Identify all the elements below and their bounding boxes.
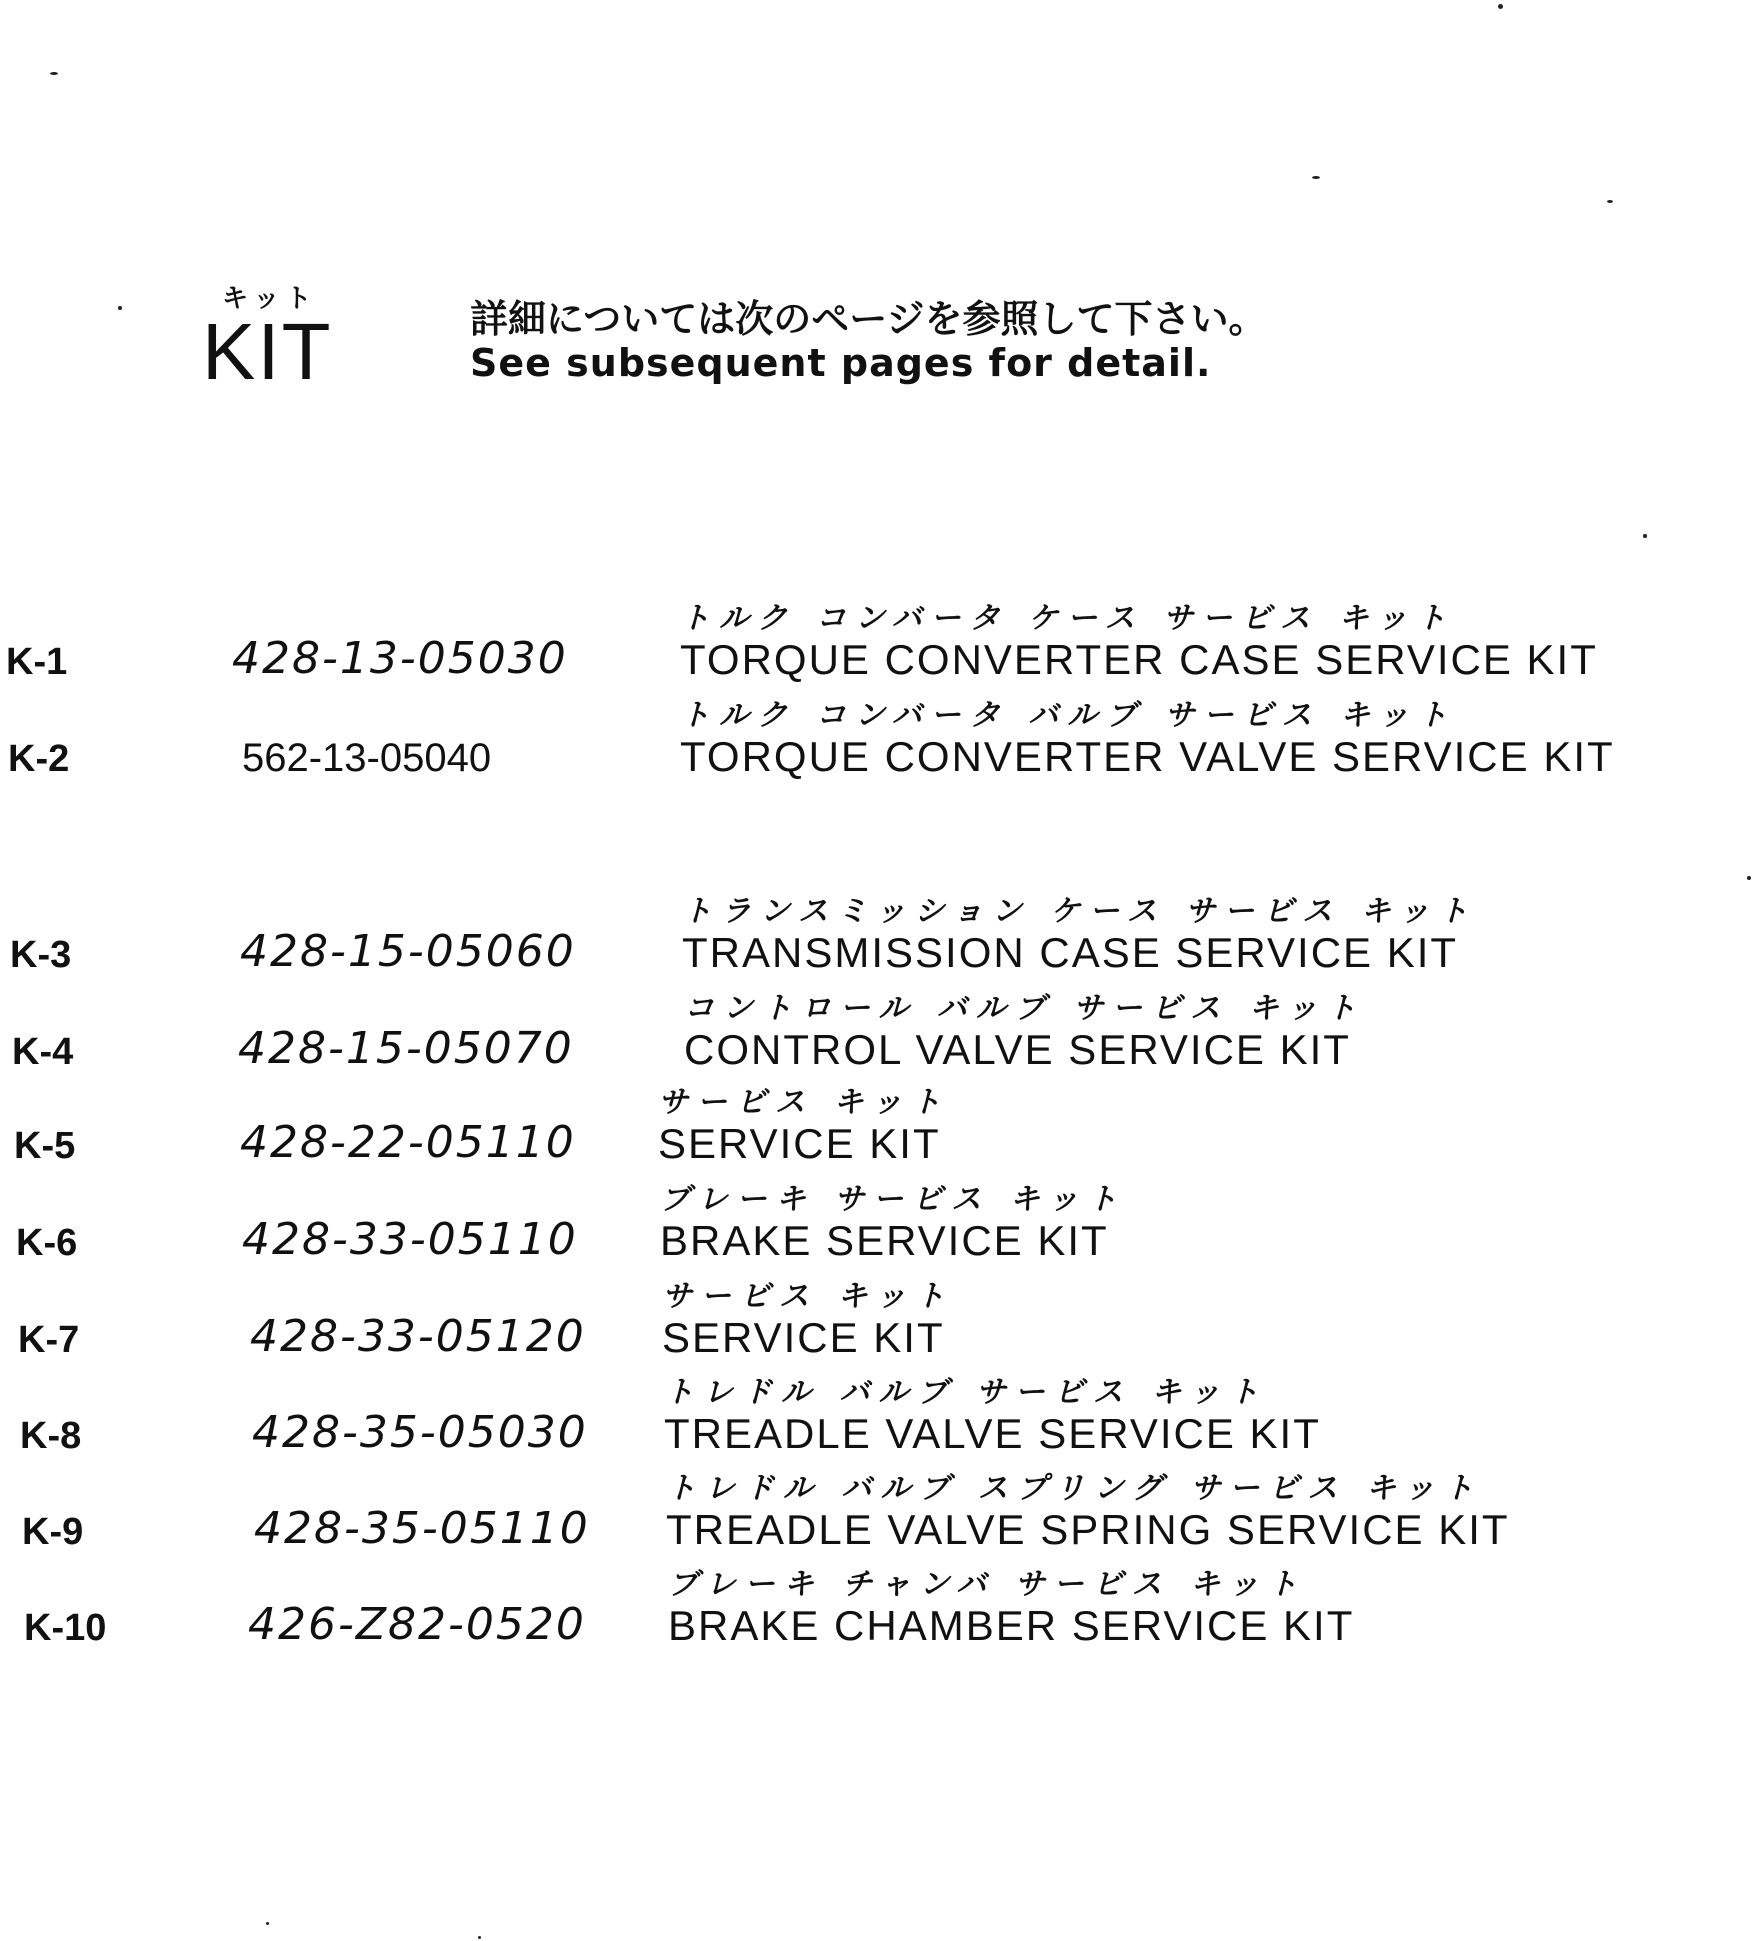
kit-description [684, 992, 1365, 1072]
kit-row-k5 [0, 1084, 1753, 1174]
part-number: 428-15-05070 [238, 1023, 574, 1074]
kit-row-k4 [0, 990, 1753, 1080]
kit-code: K-1 [6, 641, 68, 683]
kit-row-k8 [0, 1374, 1753, 1464]
kit-name-japanese: コントロール バルブ サービス キット [684, 991, 1366, 1026]
detail-note-english: See subsequent pages for detail. [470, 341, 1212, 385]
kit-description [668, 1568, 1354, 1648]
kit-row-k7 [0, 1278, 1753, 1368]
kit-code: K-8 [20, 1415, 82, 1457]
kit-name-english: SERVICE KIT [658, 1120, 941, 1167]
part-number: 428-35-05030 [252, 1407, 588, 1458]
kit-code: K-7 [18, 1319, 80, 1361]
kit-name-japanese: トレドル バルブ スプリング サービス キット [666, 1471, 1483, 1506]
kit-description [658, 1086, 950, 1166]
scan-speck [50, 72, 58, 75]
scan-speck [1607, 200, 1613, 203]
kit-name-english: SERVICE KIT [662, 1314, 945, 1361]
kit-code: K-6 [16, 1222, 78, 1264]
scan-speck [1312, 176, 1320, 179]
kit-name-english: TORQUE CONVERTER CASE SERVICE KIT [680, 636, 1598, 683]
kit-name-japanese: サービス キット [662, 1279, 954, 1314]
kit-description [666, 1472, 1510, 1552]
kit-description [682, 895, 1477, 975]
kit-name-japanese: トランスミッション ケース サービス キット [682, 894, 1478, 929]
kit-code: K-4 [12, 1031, 74, 1073]
part-number: 562-13-05040 [242, 736, 492, 780]
kit-row-k10 [0, 1566, 1753, 1656]
kit-name-english: TREADLE VALVE SERVICE KIT [664, 1410, 1321, 1457]
kit-description [680, 602, 1598, 682]
scan-speck [1643, 534, 1647, 538]
kit-row-k1 [0, 600, 1753, 690]
kit-name-english: TRANSMISSION CASE SERVICE KIT [682, 929, 1459, 976]
kit-name-japanese: サービス キット [658, 1085, 950, 1120]
kit-name-japanese: トレドル バルブ サービス キット [664, 1375, 1268, 1410]
part-number: 428-22-05110 [240, 1117, 576, 1168]
kit-name-english: CONTROL VALVE SERVICE KIT [684, 1026, 1351, 1073]
kit-heading-ruby: キット [222, 284, 318, 314]
part-number: 428-13-05030 [232, 633, 568, 684]
scan-speck [266, 1922, 269, 1925]
kit-description [680, 699, 1615, 779]
kit-row-k6 [0, 1181, 1753, 1271]
kit-row-k2 [0, 697, 1753, 787]
part-number: 428-33-05110 [242, 1214, 578, 1265]
kit-code: K-3 [10, 934, 72, 976]
kit-name-english: TORQUE CONVERTER VALVE SERVICE KIT [680, 733, 1615, 780]
kit-name-english: BRAKE CHAMBER SERVICE KIT [668, 1602, 1355, 1649]
detail-note-japanese: 詳細については次のページを参照して下さい。 [470, 297, 1267, 341]
kit-description [662, 1280, 954, 1360]
scan-speck [1498, 4, 1503, 9]
part-number: 428-33-05120 [250, 1311, 586, 1362]
part-number: 428-15-05060 [240, 926, 576, 977]
part-number: 426-Z82-0520 [248, 1599, 586, 1650]
kit-name-japanese: ブレーキ サービス キット [660, 1182, 1127, 1217]
kit-code: K-5 [14, 1125, 76, 1167]
kit-heading: KIT [202, 307, 333, 396]
kit-code: K-10 [24, 1607, 107, 1649]
kit-name-japanese: トルク コンバータ バルブ サービス キット [680, 698, 1457, 733]
part-number: 428-35-05110 [254, 1503, 590, 1554]
scan-speck [478, 1936, 481, 1939]
kit-row-k3 [0, 893, 1753, 983]
kit-name-japanese: ブレーキ チャンバ サービス キット [668, 1567, 1307, 1602]
kit-code: K-9 [22, 1511, 84, 1553]
kit-code: K-2 [8, 738, 70, 780]
kit-description [664, 1376, 1321, 1456]
scan-speck [1747, 876, 1751, 880]
kit-row-k9 [0, 1470, 1753, 1560]
kit-name-english: TREADLE VALVE SPRING SERVICE KIT [666, 1506, 1510, 1553]
kit-name-english: BRAKE SERVICE KIT [660, 1217, 1109, 1264]
kit-name-japanese: トルク コンバータ ケース サービス キット [680, 601, 1455, 636]
scan-speck [118, 306, 122, 310]
kit-description [660, 1183, 1126, 1263]
